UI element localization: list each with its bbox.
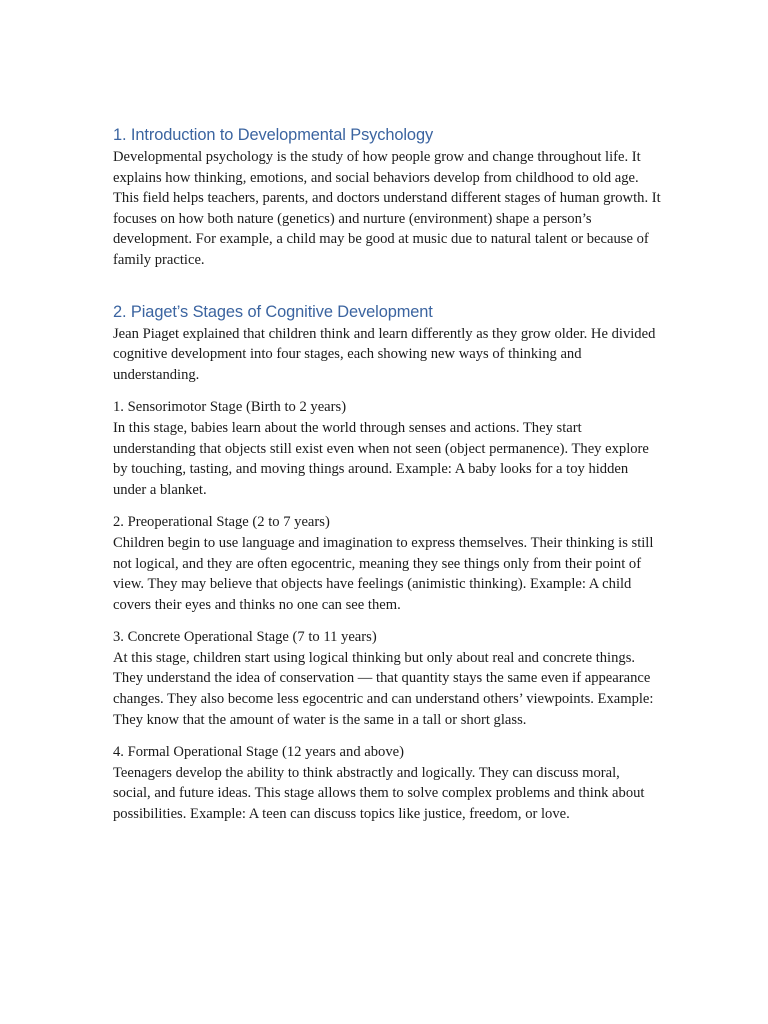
stage-text: At this stage, children start using logical thinking but only about real and concrete things. They understand the idea of conservation — that quantity stays the same even if appearance changes. They also become less egocentric and can understand others’ viewpoints. Example: They know that the amount of water is the same in a tall or short glass. — [113, 649, 654, 728]
stage-title: 3. Concrete Operational Stage (7 to 11 years) — [113, 629, 377, 646]
section-body-introduction: Developmental psychology is the study of how people grow and change throughout life. It explains how thinking, emotions, and social behaviors develop from childhood to old age. This field helps teachers, parents, and doctors understand different stages of human growth. It focuses on how both nature (genetics) and nurture (environment) shape a person’s development. For example, a child may be good at music due to natural talent or because of family practice. — [113, 149, 661, 268]
section-heading-introduction: 1. Introduction to Developmental Psychology — [113, 126, 434, 144]
section-heading-piaget: 2. Piaget’s Stages of Cognitive Development — [113, 302, 433, 321]
document-page — [113, 124, 661, 837]
stage-formal-operational — [113, 742, 661, 824]
stage-text: Teenagers develop the ability to think abstractly and logically. They can discuss moral, social, and future ideas. This stage allows them to solve complex problems and think about possibilities. Example: A teen can discuss topics like justice, freedom, or love. — [113, 764, 645, 823]
section-intro-piaget: Jean Piaget explained that children think and learn differently as they grow older. He divided cognitive development into four stages, each showing new ways of thinking and understanding. — [113, 325, 656, 383]
stage-concrete-operational — [113, 627, 661, 730]
stage-text: Children begin to use language and imagination to express themselves. Their thinking is still not logical, and they are often egocentric, meaning they see things only from their point of view. They may believe that objects have feelings (animistic thinking). Example: A child covers their eyes and thinks no one can see them. — [113, 534, 654, 613]
stage-title: 1. Sensorimotor Stage (Birth to 2 years) — [113, 399, 347, 416]
stage-text: In this stage, babies learn about the world through senses and actions. They start understanding that objects still exist even when not seen (object permanence). They explore by touching, tasting, and moving things around. Example: A baby looks for a toy hidden under a blanket. — [113, 419, 649, 498]
stage-sensorimotor — [113, 397, 661, 500]
stage-title: 2. Preoperational Stage (2 to 7 years) — [113, 514, 330, 531]
stage-title: 4. Formal Operational Stage (12 years and above) — [113, 744, 404, 761]
stage-preoperational — [113, 512, 661, 615]
